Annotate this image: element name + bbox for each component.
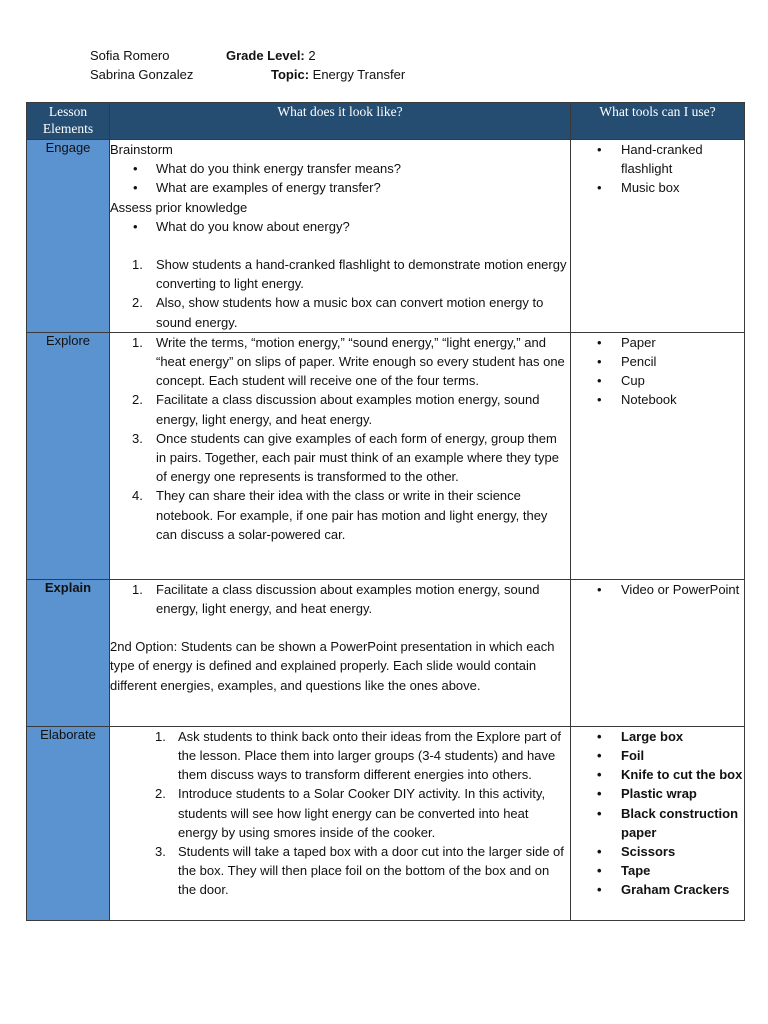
step-text: Ask students to think back onto their ideas from the Explore part of the lesson. Place them into larger groups (3-4 students) and have them discuss ways to transform different energies into others.	[178, 728, 561, 783]
explore-tools	[571, 332, 745, 579]
list-item: • Foil	[571, 746, 744, 765]
topic-label: Topic:	[271, 67, 310, 82]
row-engage	[27, 140, 745, 333]
list-item	[110, 842, 570, 900]
grade-level	[226, 48, 316, 63]
list-item	[110, 580, 570, 618]
step-number: 4.	[132, 488, 143, 504]
step-text: They can share their idea with the class or write in their science notebook. For example, if one pair has motion and light energy, they can discuss a solar-powered car.	[156, 488, 548, 542]
engage-brainstorm: Brainstorm	[110, 142, 173, 157]
list-item: • Music box	[571, 178, 744, 197]
author-1: Sofia Romero	[90, 48, 170, 63]
step-text: Facilitate a class discussion about examples motion energy, sound energy, light energy, and heat energy.	[156, 392, 540, 427]
step-text: Show students a hand-cranked flashlight to demonstrate motion energy converting to light energy.	[156, 257, 567, 292]
grade-level-value: 2	[308, 48, 316, 63]
step-number: 1.	[155, 728, 166, 744]
list-item: • Tape	[571, 861, 744, 880]
engage-steps	[110, 255, 570, 332]
list-item	[110, 293, 570, 331]
elaborate-description	[110, 726, 571, 920]
step-text: Facilitate a class discussion about examples motion energy, sound energy, light energy, and heat energy.	[156, 581, 540, 617]
author-2: Sabrina Gonzalez	[90, 67, 194, 82]
engage-tools	[571, 140, 745, 333]
explain-option-text: 2nd Option: Students can be shown a PowerPoint presentation in which each type of energy is defined and explained properly. Each slide would contain different energies, examples, and questions like the ones above.	[110, 639, 555, 693]
col-header-lesson-elements: Lesson Elements	[27, 103, 110, 140]
explore-description	[110, 332, 571, 579]
list-item: • Paper	[571, 333, 744, 352]
list-item	[110, 390, 570, 428]
list-item: • Black construction paper	[571, 804, 744, 842]
col-header-tools: What tools can I use?	[571, 103, 745, 140]
step-number: 3.	[132, 430, 143, 446]
element-explain: Explain	[27, 579, 110, 726]
list-item: • Knife to cut the box	[571, 765, 744, 784]
topic	[271, 67, 405, 82]
explain-description	[110, 579, 571, 726]
step-number: 1.	[132, 334, 143, 350]
element-explore: Explore	[27, 332, 110, 579]
list-item	[110, 255, 570, 293]
list-item: • Graham Crackers	[571, 880, 744, 899]
step-number: 3.	[155, 844, 166, 860]
engage-assess-list	[110, 217, 570, 236]
step-text: Students will take a taped box with a door cut into the larger side of the box. They will then place foil on the bottom of the box and on the door.	[178, 844, 564, 898]
step-text: Introduce students to a Solar Cooker DIY activity. In this activity, students will see how light energy can be converted into heat energy by using smores inside of the cooker.	[178, 786, 546, 840]
step-text: Once students can give examples of each form of energy, group them in pairs. Together, each pair must think of an example where they type of energy one represents is transformed to the other.	[156, 430, 559, 485]
row-elaborate	[27, 726, 745, 920]
step-number: 1.	[132, 581, 143, 597]
step-number: 1.	[132, 257, 143, 273]
step-number: 2.	[132, 295, 143, 311]
step-number: 2.	[132, 392, 143, 408]
list-item: • Hand-cranked flashlight	[571, 140, 744, 178]
list-item	[110, 333, 570, 391]
topic-value: Energy Transfer	[312, 67, 406, 82]
list-item: • Scissors	[571, 842, 744, 861]
list-item	[110, 486, 570, 544]
elaborate-tools	[571, 726, 745, 920]
explain-tools	[571, 579, 745, 726]
row-explain	[27, 579, 745, 726]
engage-assess: Assess prior knowledge	[110, 199, 248, 215]
row-explore	[27, 332, 745, 579]
step-text: Write the terms, “motion energy,” “sound energy,” “light energy,” and “heat energy” on slips of paper. Write enough so every student has one concept. Each student will receive one of the four terms.	[156, 334, 565, 389]
grade-level-label: Grade Level:	[226, 48, 305, 63]
list-item: • Large box	[571, 727, 744, 746]
list-item: • Video or PowerPoint	[571, 580, 744, 599]
engage-description	[110, 140, 571, 333]
element-engage: Engage	[27, 140, 110, 333]
lesson-plan-table	[26, 102, 745, 921]
col-header-look-like: What does it look like?	[110, 103, 571, 140]
list-item	[110, 727, 570, 785]
list-item: • What do you know about energy?	[110, 217, 570, 236]
table-header-row	[27, 103, 745, 140]
step-number: 2.	[155, 786, 166, 802]
list-item: • What are examples of energy transfer?	[110, 178, 570, 197]
list-item: • Notebook	[571, 390, 744, 409]
element-elaborate: Elaborate	[27, 726, 110, 920]
list-item	[110, 429, 570, 487]
engage-brainstorm-list	[110, 159, 570, 197]
list-item	[110, 784, 570, 842]
list-item: • Cup	[571, 371, 744, 390]
list-item: • What do you think energy transfer means?	[110, 159, 570, 178]
list-item: • Pencil	[571, 352, 744, 371]
list-item: • Plastic wrap	[571, 784, 744, 803]
step-text: Also, show students how a music box can convert motion energy to sound energy.	[156, 295, 544, 330]
